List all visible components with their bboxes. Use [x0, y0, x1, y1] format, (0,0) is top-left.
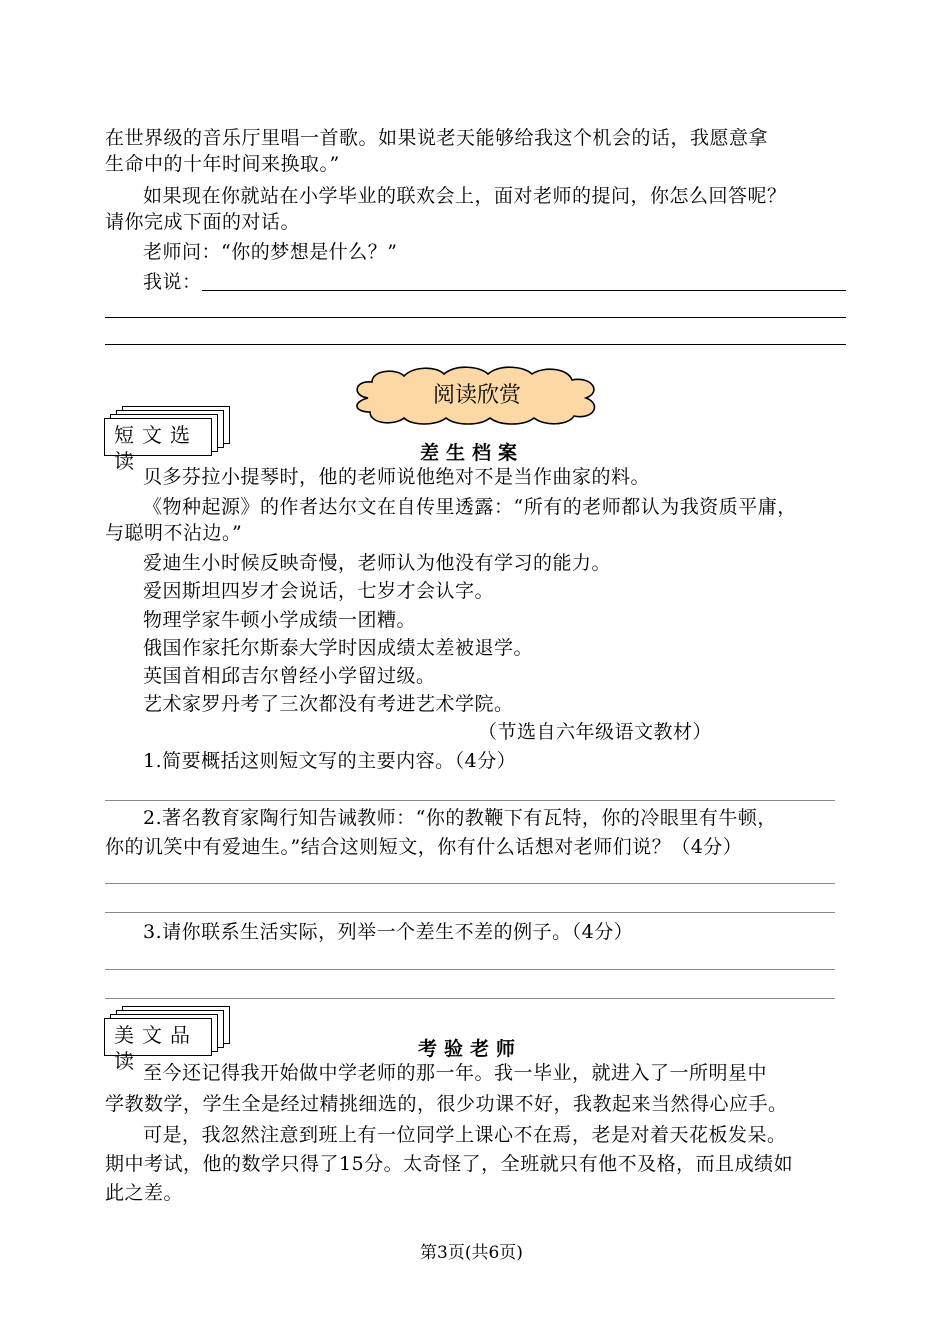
article-line: 学教数学，学生全是经过精挑细选的，很少功课不好，我教起来当然得心应手。: [105, 1093, 788, 1115]
intro-line-4: 请你完成下面的对话。: [105, 211, 301, 233]
intro-line-2: 生命中的十年时间来换取。”: [105, 153, 340, 175]
intro-line-6: 我说：: [143, 271, 202, 293]
banner-label: 阅读欣赏: [432, 383, 521, 408]
section-tag-label: 短文选读: [114, 423, 198, 473]
article-line: 可是，我忽然注意到班上有一位同学上课心不在焉，老是对着天花板发呆。: [143, 1124, 787, 1146]
article-line: 爱因斯坦四岁才会说话，七岁才会认字。: [143, 580, 495, 602]
intro-line-5: 老师问：“你的梦想是什么？”: [143, 241, 398, 263]
question-2-cont: 你的讥笑中有爱迪生。”结合这则短文，你有什么话想对老师们说？（4分）: [105, 836, 743, 858]
question-1: 1.简要概括这则短文写的主要内容。（4分）: [143, 750, 517, 772]
article-line: 艺术家罗丹考了三次都没有考进艺术学院。: [143, 693, 514, 715]
answer-line[interactable]: [202, 290, 846, 291]
question-2: 2.著名教育家陶行知告诫教师：“你的教鞭下有瓦特，你的冷眼里有牛顿，: [143, 807, 777, 829]
reading-banner: [348, 364, 606, 426]
article-line: 物理学家牛顿小学成绩一团糟。: [143, 609, 417, 631]
answer-line[interactable]: [105, 998, 835, 999]
page-number: 第3页(共6页): [420, 1243, 523, 1263]
answer-line[interactable]: [105, 883, 835, 884]
article-line: 至今还记得我开始做中学老师的那一年。我一毕业，就进入了一所明星中: [143, 1062, 768, 1084]
section-tag-label: 美文品读: [114, 1023, 198, 1073]
answer-line[interactable]: [105, 800, 835, 801]
article-line: 期中考试，他的数学只得了15分。太奇怪了，全班就只有他不及格，而且成绩如: [105, 1153, 794, 1175]
article-line: 俄国作家托尔斯泰大学时因成绩太差被退学。: [143, 637, 534, 659]
article-line: 《物种起源》的作者达尔文在自传里透露：“所有的老师都认为我资质平庸，: [143, 496, 797, 518]
intro-line-1: 在世界级的音乐厅里唱一首歌。如果说老天能够给我这个机会的话，我愿意拿: [105, 127, 769, 149]
article-line: 贝多芬拉小提琴时，他的老师说他绝对不是当作曲家的料。: [143, 466, 651, 488]
article-title: 考验老师: [418, 1038, 523, 1060]
article-line: 英国首相邱吉尔曾经小学留过级。: [143, 665, 436, 687]
answer-line[interactable]: [105, 912, 835, 913]
intro-line-3: 如果现在你就站在小学毕业的联欢会上，面对老师的提问，你怎么回答呢？: [143, 185, 787, 207]
answer-line[interactable]: [105, 317, 846, 318]
answer-line[interactable]: [105, 969, 835, 970]
article-line: 与聪明不沾边。”: [105, 522, 243, 544]
answer-line[interactable]: [105, 344, 846, 345]
article-title: 差生档案: [420, 442, 525, 464]
article-line: 爱迪生小时候反映奇慢，老师认为他没有学习的能力。: [143, 552, 612, 574]
source-note: （节选自六年级语文教材）: [478, 721, 713, 743]
question-3: 3.请你联系生活实际，列举一个差生不差的例子。（4分）: [143, 921, 634, 943]
article-line: 此之差。: [105, 1182, 184, 1204]
